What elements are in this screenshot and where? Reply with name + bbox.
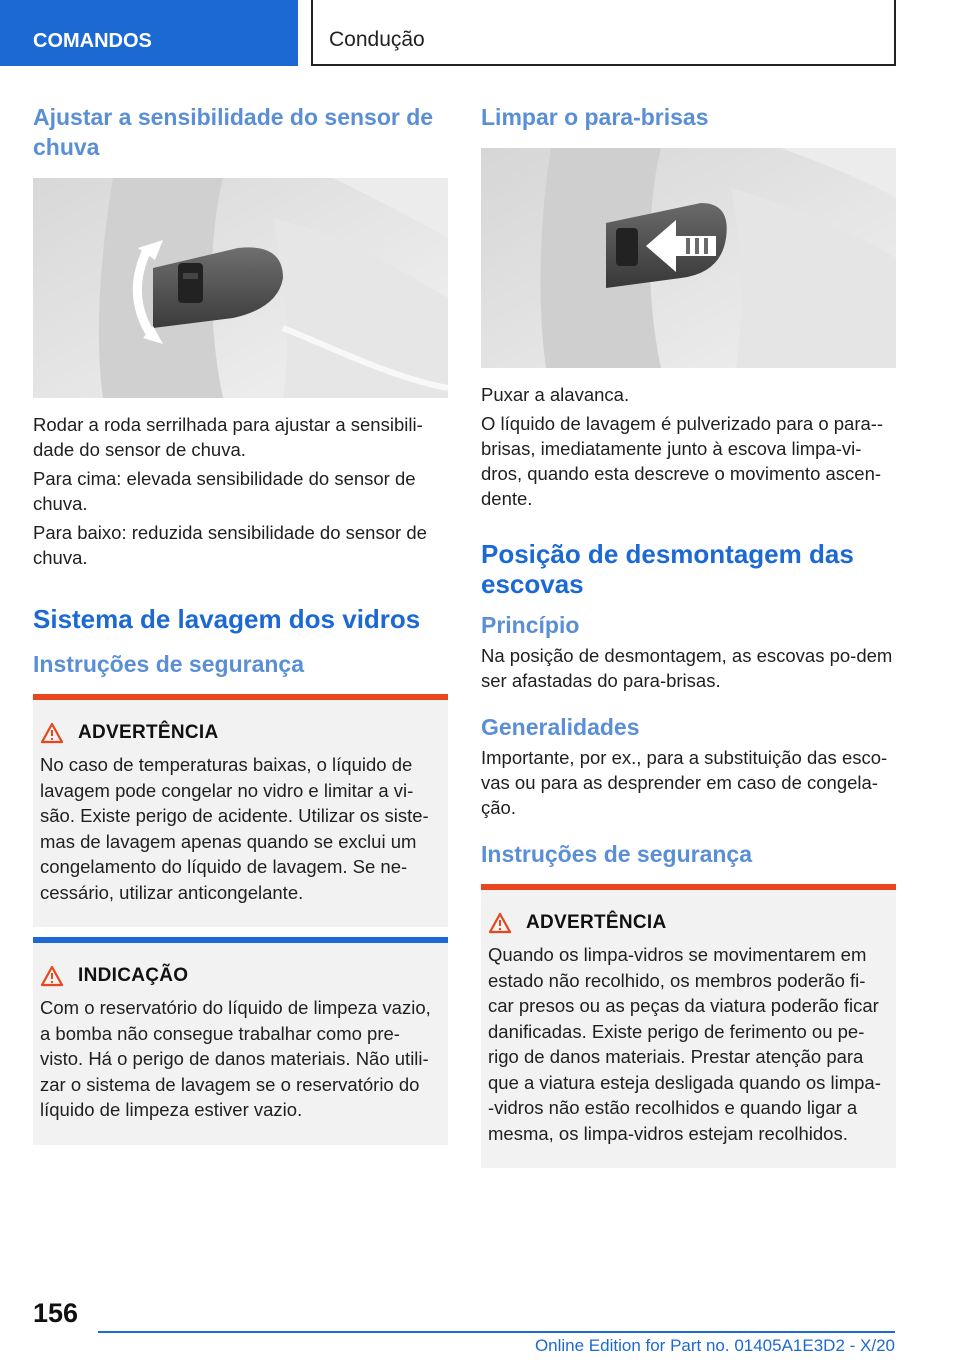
edition-link[interactable]: Online Edition for Part no. 01405A1E3D2 - X/20	[534, 1336, 895, 1355]
heading-wash-system: Sistema de lavagem dos vidros	[33, 604, 421, 634]
warning-triangle-icon	[40, 965, 64, 987]
paragraph-sensor-3: Para baixo: reduzida sensibilidade do sensor de chuva.	[33, 522, 427, 568]
heading-rain-sensor: Ajustar a sensibilidade do sensor de chuva	[33, 104, 434, 160]
notice-title: INDICAÇÃO	[78, 965, 189, 986]
paragraph-principle: Na posição de desmontagem, as escovas po-dem ser afastadas do para-brisas.	[481, 645, 893, 691]
left-column	[33, 100, 448, 1145]
rain-sensor-illustration	[33, 178, 448, 398]
warning-box-left	[33, 694, 448, 927]
page-number: 156	[33, 1298, 79, 1328]
warning-triangle-icon	[40, 722, 64, 744]
heading-safety-right: Instruções de segurança	[481, 841, 752, 867]
notice-title-row	[40, 965, 438, 987]
warning-text: No caso de temperaturas baixas, o líquido de lavagem pode congelar no vidro e limitar a vi-são. Existe perigo de acidente. Utilizar os siste-mas de lavagem apenas quando se exclui um congelamento do líquido de lavagem. Se ne-cessário, utilizar anticongelante.	[40, 754, 429, 903]
notice-text: Com o reservatório do líquido de limpeza vazio, a bomba não consegue trabalhar como pre-visto. Há o perigo de danos materiais. Não utili-zar o sistema de lavagem se o reservatório do líquido de limpeza estiver vazio.	[40, 997, 431, 1120]
heading-principle: Princípio	[481, 612, 580, 638]
paragraph-general: Importante, por ex., para a substituição das esco-vas ou para as desprender em caso de congela-ção.	[481, 747, 888, 818]
heading-general: Generalidades	[481, 714, 640, 740]
wash-lever-illustration	[481, 148, 896, 368]
warning-title: ADVERTÊNCIA	[78, 722, 219, 743]
heading-clean-windscreen: Limpar o para-brisas	[481, 104, 709, 130]
rain-sensor-photo	[33, 178, 448, 398]
page-header	[0, 0, 960, 66]
warning-title-row-right	[488, 912, 886, 934]
warning-box-right	[481, 884, 896, 1168]
chapter-title: Condução	[311, 0, 896, 66]
heading-service-position: Posição de desmontagem das escovas	[481, 539, 854, 599]
footer-divider	[98, 1331, 895, 1333]
heading-safety-left: Instruções de segurança	[33, 651, 304, 677]
warning-title-right: ADVERTÊNCIA	[526, 912, 667, 933]
windscreen-clean-photo	[481, 148, 896, 368]
paragraph-clean-2: O líquido de lavagem é pulverizado para o para--brisas, imediatamente junto à escova limpa-vi-dros, quando esta descreve o movimento ascen-dente.	[481, 413, 884, 509]
section-tab: COMANDOS	[0, 0, 298, 66]
paragraph-sensor-1: Rodar a roda serrilhada para ajustar a sensibili-dade do sensor de chuva.	[33, 414, 423, 460]
warning-triangle-icon	[488, 912, 512, 934]
right-column	[481, 100, 896, 1168]
paragraph-clean-1: Puxar a alavanca.	[481, 384, 630, 405]
warning-title-row	[40, 722, 438, 744]
warning-text-right: Quando os limpa-vidros se movimentarem em estado não recolhido, os membros poderão fi-car presos ou as peças da viatura poderão ficar danificadas. Existe perigo de ferimento ou pe-rigo de danos materiais. Prestar atenção para que a viatura esteja desligada quando os limpa--vidros não estão recolhidos e quando ligar a mesma, os limpa-vidros estejam recolhidos.	[488, 944, 881, 1144]
paragraph-sensor-2: Para cima: elevada sensibilidade do sensor de chuva.	[33, 468, 416, 514]
notice-box	[33, 937, 448, 1145]
